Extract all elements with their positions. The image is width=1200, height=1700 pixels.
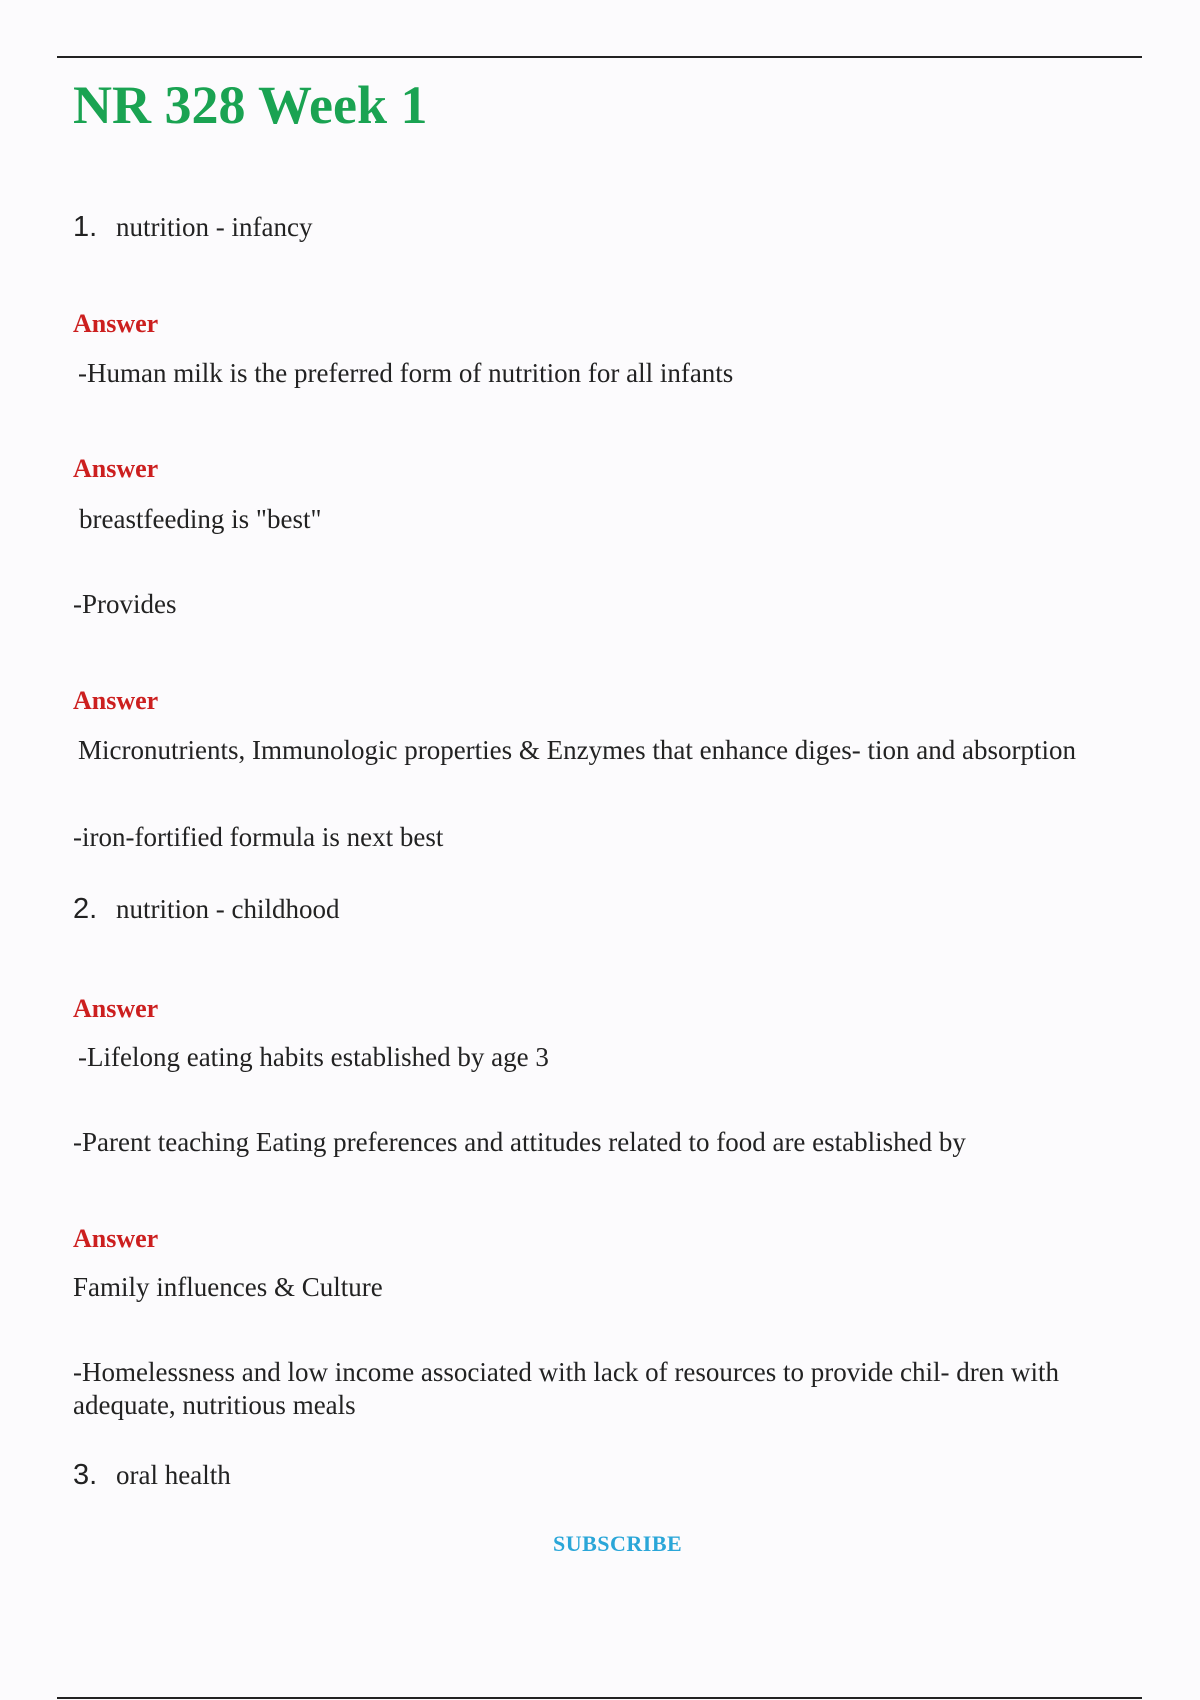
question-number: 3. bbox=[73, 1459, 98, 1491]
answer-label: Answer bbox=[73, 454, 159, 483]
subscribe-link[interactable]: SUBSCRIBE bbox=[553, 1531, 683, 1556]
note-text: -iron-fortified formula is next best bbox=[73, 822, 444, 852]
question-3 bbox=[73, 1458, 231, 1492]
answer-text: -Human milk is the preferred form of nutrition for all infants bbox=[78, 358, 734, 388]
note-text: -Homelessness and low income associated with lack of resources to provide chil- dren with adequate, nutritious meals bbox=[73, 1357, 1059, 1420]
answer-label: Answer bbox=[73, 686, 159, 715]
question-1 bbox=[73, 210, 312, 244]
bottom-rule bbox=[57, 1697, 1142, 1699]
answer-text: Family influences & Culture bbox=[73, 1272, 383, 1302]
question-text: oral health bbox=[116, 1460, 231, 1490]
page-title: NR 328 Week 1 bbox=[73, 75, 428, 135]
question-number: 2. bbox=[73, 893, 98, 925]
answer-text: -Lifelong eating habits established by age 3 bbox=[78, 1042, 549, 1072]
question-text: nutrition - childhood bbox=[116, 894, 340, 924]
note-text: -Provides bbox=[73, 589, 177, 619]
question-number: 1. bbox=[73, 211, 98, 243]
answer-label: Answer bbox=[73, 309, 159, 338]
answer-text: Micronutrients, Immunologic properties & Enzymes that enhance diges- tion and absorption bbox=[78, 735, 1077, 765]
top-rule bbox=[57, 56, 1142, 58]
answer-label: Answer bbox=[73, 1224, 159, 1253]
answer-text: breastfeeding is "best" bbox=[79, 504, 322, 534]
answer-label: Answer bbox=[73, 994, 159, 1023]
question-text: nutrition - infancy bbox=[116, 212, 313, 242]
question-2 bbox=[73, 892, 339, 926]
note-text: -Parent teaching Eating preferences and attitudes related to food are established by bbox=[73, 1127, 966, 1157]
